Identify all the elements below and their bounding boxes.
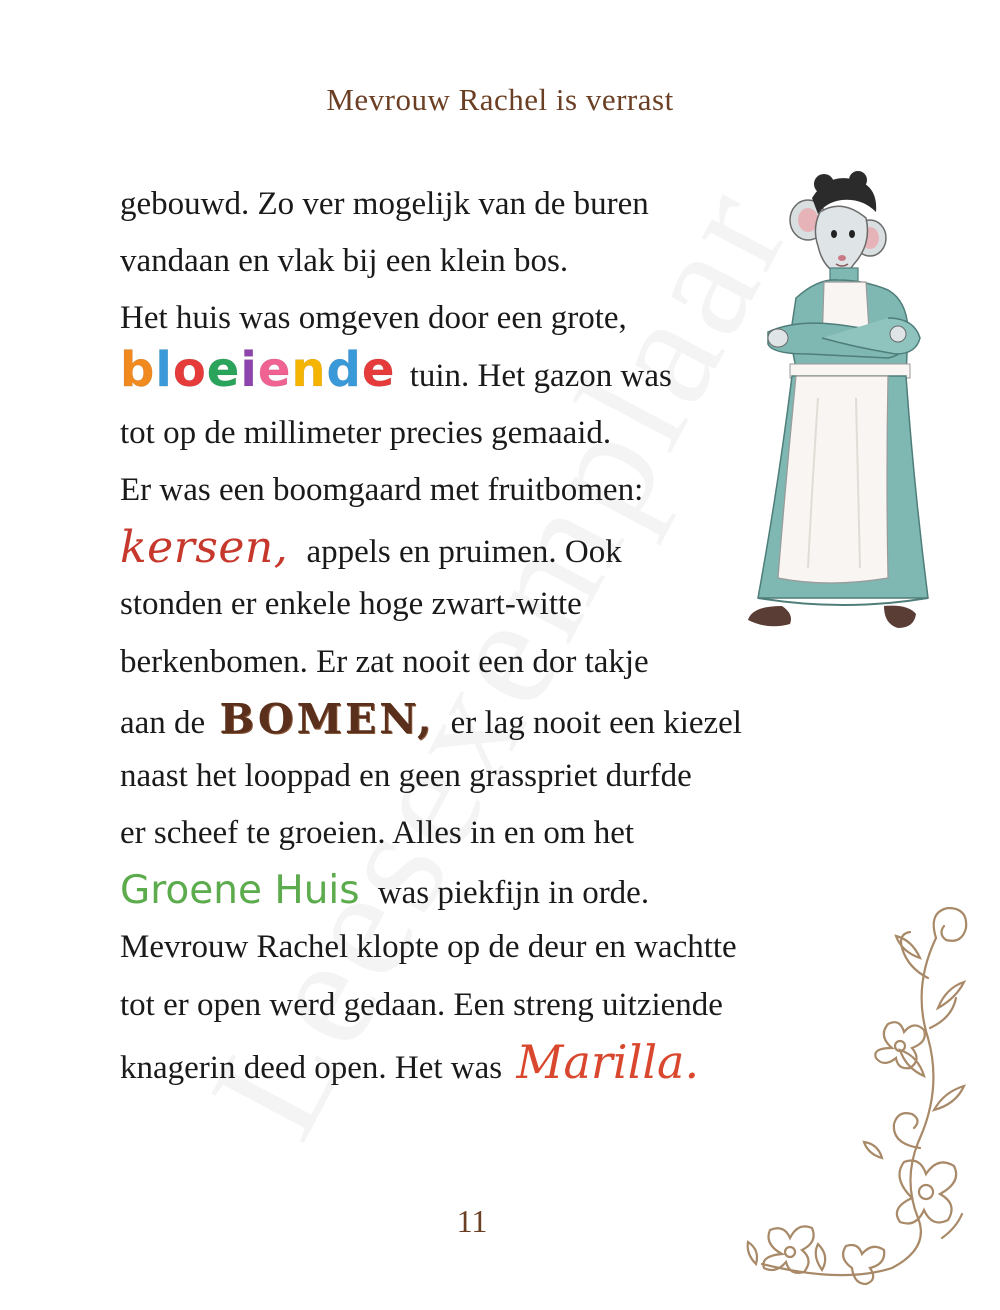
bloeiende-letter: b <box>120 341 156 398</box>
text-line: Het huis was omgeven door een grote, <box>120 300 627 337</box>
text-line: vandaan en vlak bij een klein bos. <box>120 243 569 280</box>
bloeiende-letter: e <box>361 341 396 398</box>
page-number: 11 <box>456 1203 488 1239</box>
styled-word-groene-huis: Groene Huis <box>120 868 360 914</box>
text-line: bloeiende tuin. Het gazon was <box>120 341 672 398</box>
text-line: Mevrouw Rachel klopte op de deur en wachtte <box>120 929 737 966</box>
text-line: er scheef te groeien. Alles in en om het <box>120 815 635 852</box>
text-line: tot op de millimeter precies gemaaid. <box>120 414 612 451</box>
story-text <box>120 176 840 1091</box>
bloeiende-letter: e <box>257 341 292 398</box>
text-line: kersen, appels en pruimen. Ook <box>120 519 840 576</box>
text-line: tot er open werd gedaan. Een streng uitziende <box>120 986 723 1023</box>
text-line: naast het looppad en geen grasspriet durfde <box>120 757 692 794</box>
bloeiende-letter: n <box>291 341 327 398</box>
running-title: Mevrouw Rachel is verrast <box>326 82 674 117</box>
text-line: knagerin deed open. Het was Marilla. <box>120 1034 840 1091</box>
bloeiende-letter: d <box>326 341 362 398</box>
bloeiende-letter: o <box>172 341 207 398</box>
text-line: Groene Huis was piekfijn in orde. <box>120 862 840 919</box>
text-line: stonden er enkele hoge zwart-witte <box>120 586 582 623</box>
text-line: gebouwd. Zo ver mogelijk van de buren <box>120 186 649 222</box>
bloeiende-letter: e <box>206 341 241 398</box>
styled-word-marilla: Marilla. <box>516 1034 700 1089</box>
styled-word-bomen: BOMEN, <box>219 694 435 743</box>
text-line: Er was een boomgaard met fruitbomen: <box>120 471 644 508</box>
bloeiende-letter: l <box>155 341 173 398</box>
bloeiende-letter: i <box>240 341 258 398</box>
mouse-woman-illustration <box>738 168 938 636</box>
text-line: berkenbomen. Er zat nooit een dor takje <box>120 643 649 680</box>
styled-word-kersen: kersen, <box>120 522 289 574</box>
text-line: aan de BOMEN, er lag nooit een kiezel <box>120 691 840 748</box>
